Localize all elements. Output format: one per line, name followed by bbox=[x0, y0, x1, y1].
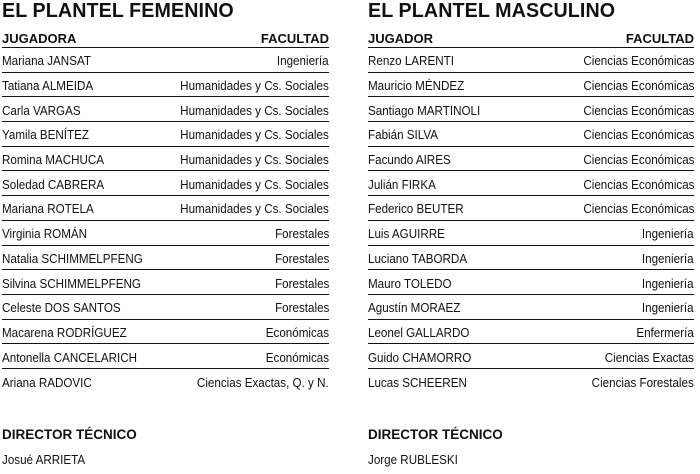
player-name: Tatiana ALMEIDA bbox=[2, 79, 94, 94]
female-roster-header bbox=[2, 24, 329, 48]
player-row bbox=[2, 171, 329, 196]
player-name: Leonel GALLARDO bbox=[368, 325, 470, 340]
col-header-faculty: FACULTAD bbox=[260, 31, 329, 46]
player-name: Federico BEUTER bbox=[368, 202, 464, 217]
male-roster bbox=[368, 0, 694, 394]
player-name: Facundo AIRES bbox=[368, 153, 451, 168]
player-name: Antonella CANCELARICH bbox=[2, 350, 138, 365]
player-name: Julián FIRKA bbox=[368, 177, 436, 192]
player-row bbox=[2, 221, 329, 246]
player-row bbox=[2, 48, 329, 73]
player-name: Ariana RADOVIC bbox=[2, 375, 92, 390]
player-row bbox=[368, 246, 694, 271]
player-faculty: Ciencias Económicas bbox=[582, 153, 694, 168]
player-row bbox=[368, 270, 694, 295]
player-name: Luciano TABORDA bbox=[368, 251, 468, 266]
player-faculty: Humanidades y Cs. Sociales bbox=[180, 79, 329, 94]
player-faculty: Ingeniería bbox=[642, 251, 694, 266]
player-row bbox=[368, 369, 694, 394]
player-faculty: Humanidades y Cs. Sociales bbox=[180, 103, 329, 118]
player-name: Fabián SILVA bbox=[368, 128, 439, 143]
player-row bbox=[368, 171, 694, 196]
player-row bbox=[2, 73, 329, 98]
player-name: Silvina SCHIMMELPFENG bbox=[2, 276, 141, 291]
male-roster-title: EL PLANTEL MASCULINO bbox=[368, 0, 616, 22]
player-faculty: Económicas bbox=[265, 350, 329, 365]
player-faculty: Ciencias Económicas bbox=[582, 54, 694, 69]
player-row bbox=[368, 320, 694, 345]
player-row bbox=[2, 369, 329, 394]
player-name: Renzo LARENTI bbox=[368, 54, 454, 69]
player-row bbox=[2, 122, 329, 147]
player-name: Mauricio MÉNDEZ bbox=[368, 79, 465, 94]
player-name: Mariana JANSAT bbox=[2, 54, 91, 69]
female-player-list bbox=[2, 48, 329, 394]
player-faculty: Ciencias Exactas bbox=[604, 350, 694, 365]
player-faculty: Ingeniería bbox=[642, 301, 694, 316]
player-name: Lucas SCHEEREN bbox=[368, 375, 467, 390]
player-faculty: Económicas bbox=[265, 325, 329, 340]
player-faculty: Ciencias Económicas bbox=[582, 128, 694, 143]
player-faculty: Ciencias Económicas bbox=[582, 202, 694, 217]
player-row bbox=[368, 147, 694, 172]
player-name: Santiago MARTINOLI bbox=[368, 103, 481, 118]
player-faculty: Ciencias Económicas bbox=[582, 103, 694, 118]
player-faculty: Forestales bbox=[274, 301, 329, 316]
female-roster bbox=[2, 0, 329, 394]
player-row bbox=[368, 122, 694, 147]
player-row bbox=[368, 344, 694, 369]
player-faculty: Humanidades y Cs. Sociales bbox=[180, 128, 329, 143]
player-name: Soledad CABRERA bbox=[2, 177, 105, 192]
player-faculty: Ingeniería bbox=[277, 54, 329, 69]
player-row bbox=[368, 73, 694, 98]
player-name: Luis AGUIRRE bbox=[368, 227, 445, 242]
player-name: Guido CHAMORRO bbox=[368, 350, 472, 365]
male-coach-name: Jorge RUBLESKI bbox=[368, 453, 458, 467]
player-row bbox=[368, 196, 694, 221]
player-faculty: Humanidades y Cs. Sociales bbox=[180, 153, 329, 168]
col-header-player: JUGADOR bbox=[368, 31, 434, 46]
female-roster-title: EL PLANTEL FEMENINO bbox=[2, 0, 234, 22]
player-row bbox=[2, 270, 329, 295]
female-coach-name: Josué ARRIETA bbox=[2, 453, 86, 467]
player-faculty: Ciencias Exactas, Q. y N. bbox=[197, 375, 329, 390]
player-row bbox=[368, 221, 694, 246]
player-name: Mauro TOLEDO bbox=[368, 276, 452, 291]
player-name: Agustín MORAEZ bbox=[368, 301, 461, 316]
player-faculty: Ingeniería bbox=[642, 227, 694, 242]
male-roster-header bbox=[368, 24, 694, 48]
player-row bbox=[2, 344, 329, 369]
col-header-player: JUGADORA bbox=[2, 31, 77, 46]
player-faculty: Enfermería bbox=[636, 325, 694, 340]
player-faculty: Forestales bbox=[274, 276, 329, 291]
player-row bbox=[2, 295, 329, 320]
player-faculty: Ciencias Económicas bbox=[582, 177, 694, 192]
player-faculty: Ciencias Forestales bbox=[591, 375, 694, 390]
player-row bbox=[2, 246, 329, 271]
male-player-list bbox=[368, 48, 694, 394]
player-row bbox=[368, 295, 694, 320]
player-faculty: Ingeniería bbox=[642, 276, 694, 291]
col-header-faculty: FACULTAD bbox=[625, 31, 694, 46]
player-name: Natalia SCHIMMELPFENG bbox=[2, 251, 143, 266]
player-name: Yamila BENÍTEZ bbox=[2, 128, 89, 143]
player-name: Romina MACHUCA bbox=[2, 153, 105, 168]
player-faculty: Humanidades y Cs. Sociales bbox=[180, 177, 329, 192]
player-name: Macarena RODRÍGUEZ bbox=[2, 325, 127, 340]
player-row bbox=[368, 48, 694, 73]
player-name: Mariana ROTELA bbox=[2, 202, 94, 217]
player-row bbox=[368, 97, 694, 122]
player-row bbox=[2, 320, 329, 345]
male-coach-label: DIRECTOR TÉCNICO bbox=[368, 427, 503, 442]
player-row bbox=[2, 196, 329, 221]
player-name: Celeste DOS SANTOS bbox=[2, 301, 121, 316]
player-faculty: Ciencias Económicas bbox=[582, 79, 694, 94]
player-faculty: Forestales bbox=[274, 251, 329, 266]
player-name: Virginia ROMÁN bbox=[2, 227, 88, 242]
player-name: Carla VARGAS bbox=[2, 103, 81, 118]
player-row bbox=[2, 97, 329, 122]
player-faculty: Forestales bbox=[274, 227, 329, 242]
player-row bbox=[2, 147, 329, 172]
player-faculty: Humanidades y Cs. Sociales bbox=[180, 202, 329, 217]
female-coach-label: DIRECTOR TÉCNICO bbox=[2, 427, 137, 442]
